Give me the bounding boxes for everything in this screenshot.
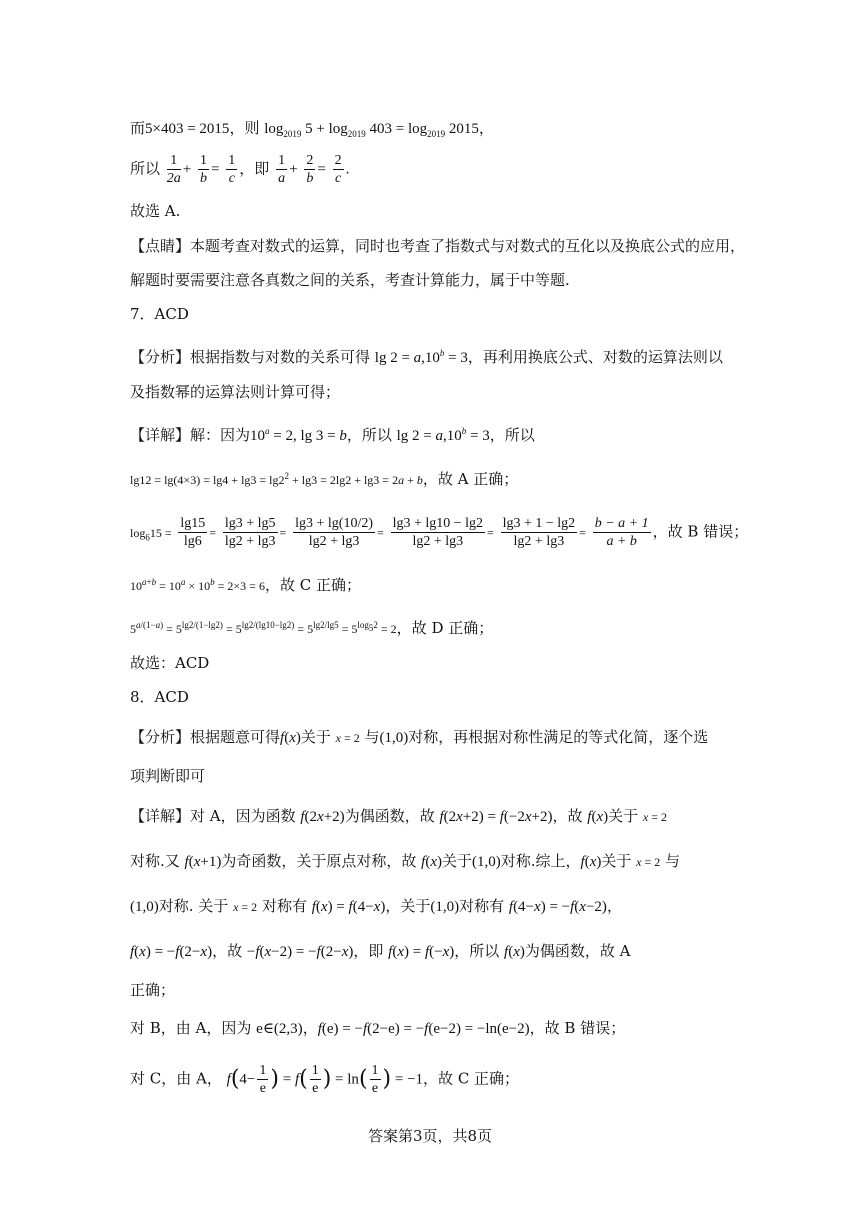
line-16: 【分析】根据题意可得f(x)关于 x = 2 与(1,0)对称，再根据对称性满足的等式化简，逐个选 <box>130 728 709 746</box>
line-15: 8．ACD <box>130 688 189 706</box>
line-8: 及指数幂的运算法则计算可得； <box>130 383 341 401</box>
line-17: 项判断即可 <box>130 767 206 785</box>
line-23: 对 B，由 A，因为 e∈(2,3)，f(e) = −f(2−e) = −f(e−2) = −ln(e−2)，故 B 错误； <box>130 1019 626 1037</box>
line-12: $10^{a+b} = 10^a \times 10^b = 2\times 3 = 6$，故 C 正确； <box>130 576 361 594</box>
line-13: $5^{a/(1-a)} = 5^{lg2/(1-lg2)} = 5^{lg2/(lg10-lg2)} = 5^{lg2/lg5} = 5^{log_52} = 2$，故 D 正确； <box>130 619 494 637</box>
line-9: 【详解】解：因为$10^a = 2$, lg 3 = b，所以 lg 2 = a,10$^b$ = 3，所以 <box>130 426 535 444</box>
line-18: 【详解】对 A，因为函数 f(2x+2)为偶函数，故 f(2x+2) = f(−2x+2)，故 f(x)关于 x = 2 <box>130 807 668 825</box>
line-2: 所以 $\frac{1}{2a}$ + $\frac{1}{b}$ = $\frac{1}{c}$ ，即 $\frac{1}{a}$ + $\frac{2}{b}$ = $\frac{2}{c}$ . <box>130 153 350 186</box>
line-14: 故选：ACD <box>130 654 210 672</box>
line-6: 7．ACD <box>130 305 189 323</box>
line-20: (1,0)对称. 关于 x = 2 对称有 f(x) = f(4−x)，关于(1,0)对称有 f(4−x) = −f(x−2)， <box>130 897 622 915</box>
page-footer: 答案第3页，共8页 <box>367 1127 493 1145</box>
line-11: $\log_615$ = $\frac{\lg 15}{\lg 6}$ = $\frac{\lg 3 + \lg 5}{\lg 2 + \lg 3}$ = $\frac{\lg 3 + \lg(10/2)}{\lg 2 + \lg 3}$ = $\frac{\lg 3 + \lg 10 - \lg 2}{\lg 2 + \lg 3}$ = $\frac{\lg 3 + 1 - \lg 2}{\lg 2 + \lg 3}$ = $\frac{b - a + 1}{a + b}$ ，故 B 错误； <box>130 516 749 549</box>
line-7: 【分析】根据指数与对数的关系可得 lg 2 = a,10$^b$ = 3，再利用换底公式、对数的运算法则以 <box>130 348 723 366</box>
line-4: 【点睛】本题考查对数式的运算，同时也考查了指数式与对数式的互化以及换底公式的应用， <box>130 237 746 255</box>
line-19: 对称.又 f(x+1)为奇函数，关于原点对称，故 f(x)关于(1,0)对称.综上，f(x)关于 x = 2 与 <box>130 852 681 870</box>
line-21: f(x) = −f(2−x)，故 −f(x−2) = −f(2−x)，即 f(x) = f(−x)，所以 f(x)为偶函数，故 A <box>130 942 631 960</box>
line-24: 对 C，由 A， f(4− $\frac{1}{e}$ ) = f( $\frac{1}{e}$ ) = ln( $\frac{1}{e}$ ) = −1，故 C 正确； <box>130 1063 520 1096</box>
line-3: 故选 A. <box>130 202 181 220</box>
line-1: 而5×403 = 2015，则 $\log_{2019} 5 + \log_{2019} 403 = \log_{2019} 2015$， <box>130 119 494 139</box>
line-5: 解题时要需要注意各真数之间的关系，考查计算能力，属于中等题. <box>130 271 570 289</box>
line-22: 正确； <box>130 981 176 999</box>
line-10: $\lg 12 = \lg(4\times 3) = \lg 4 + \lg 3 = \lg 2^2 + \lg 3 = 2\lg 2 + \lg 3 = 2a + b$，故 A 正确； <box>130 470 519 488</box>
